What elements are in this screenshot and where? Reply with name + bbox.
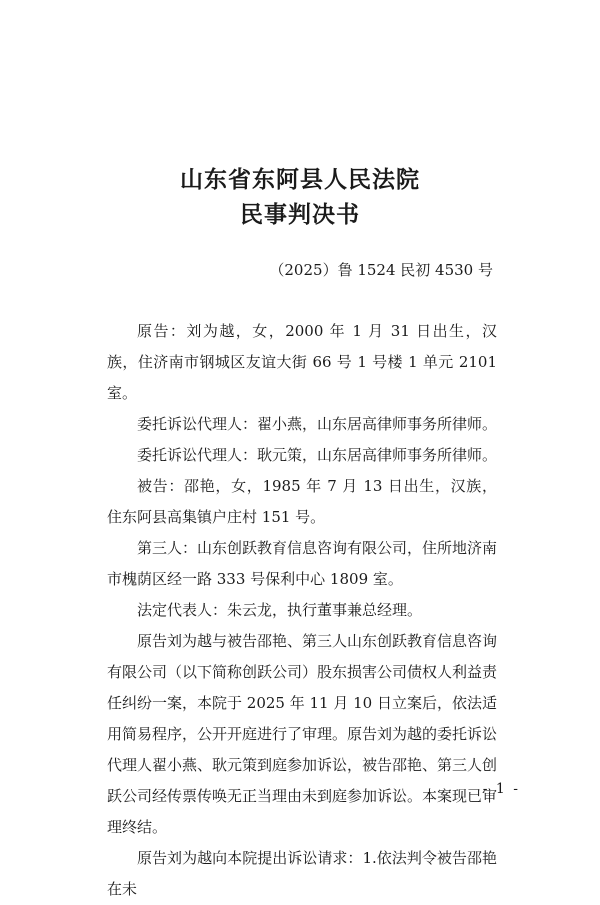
paragraph-case-summary: 原告刘为越与被告邵艳、第三人山东创跃教育信息咨询有限公司（以下简称创跃公司）股东损害公司债权人利益责任纠纷一案，本院于 2025 年 11 月 10 日立案后，依法适用简易程序，公开开庭进行了审理。原告刘为越的委托诉讼代理人翟小燕、耿元策到庭参加诉讼，被告邵艳、第三人创跃公司经传票传唤无正当理由未到庭参加诉讼。本案现已审理终结。 [107, 632, 498, 836]
page-number: - 1 - [482, 781, 520, 797]
paragraph-plaintiff: 原告：刘为越，女，2000 年 1 月 31 日出生，汉族，住济南市钢城区友谊大街 66 号 1 号楼 1 单元 2101 室。 [107, 322, 497, 402]
document-body [107, 316, 497, 905]
paragraph-claims: 原告刘为越向本院提出诉讼请求：1.依法判令被告邵艳在未 [107, 849, 497, 898]
paragraph-third-party: 第三人：山东创跃教育信息咨询有限公司，住所地济南市槐荫区经一路 333 号保利中心 1809 室。 [107, 539, 498, 588]
case-number: （2025）鲁 1524 民初 4530 号 [269, 261, 493, 279]
paragraph-legal-representative: 法定代表人：朱云龙，执行董事兼总经理。 [137, 601, 423, 619]
paragraph-plaintiff-agent-2: 委托诉讼代理人：耿元策，山东居高律师事务所律师。 [137, 446, 498, 464]
paragraph-defendant: 被告：邵艳，女，1985 年 7 月 13 日出生，汉族，住东阿县高集镇户庄村 151 号。 [107, 477, 497, 526]
document-type-title: 民事判决书 [240, 201, 360, 228]
paragraph-plaintiff-agent-1: 委托诉讼代理人：翟小燕，山东居高律师事务所律师。 [137, 415, 498, 433]
court-name-title: 山东省东阿县人民法院 [180, 166, 420, 193]
